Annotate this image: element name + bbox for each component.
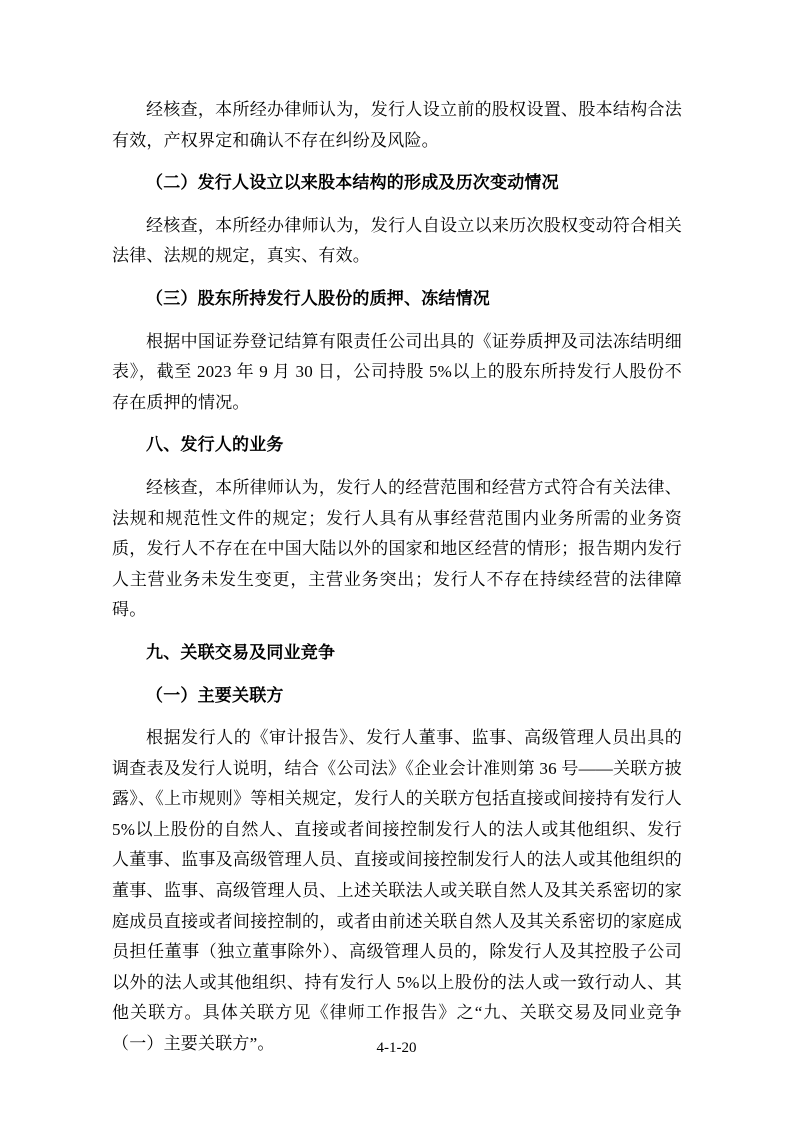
section-heading-issuer-business: 八、发行人的业务 <box>146 435 284 455</box>
paragraph-related-parties-definition: 根据发行人的《审计报告》、发行人董事、监事、高级管理人员出具的调查表及发行人说明，结合《公司法》《企业会计准则第 36 号——关联方披露》、《上市规则》等相关规定，发行人的关联方包括直接或间接持有发行人 5%以上股份的自然人、直接或者间接控制发行人的法人或其他组织、发行人董事、监事及高级管理人员、直接或间接控制发行人的法人或其他组织的董事、监事、高级管理人员、上述关联法人或关联自然人及其关系密切的家庭成员直接或者间接控制的，或者由前述关联自然人及其关系密切的家庭成员担任董事（独立董事除外）、高级管理人员的，除发行人及其控股子公司以外的法人或其他组织、持有发行人 5%以上股份的法人或一致行动人、其他关联方。具体关联方见《律师工作报告》之“九、关联交易及同业竞争（一）主要关联方”。 <box>112 728 682 1054</box>
paragraph-equity-change-verification: 经核查，本所经办律师认为，发行人自设立以来历次股权变动符合相关法律、法规的规定，真实、有效。 <box>112 215 682 266</box>
paragraph-share-structure-verification: 经核查，本所经办律师认为，发行人设立前的股权设置、股本结构合法有效，产权界定和确认不存在纠纷及风险。 <box>112 100 682 150</box>
section-heading-main-related-parties: （一）主要关联方 <box>146 685 284 705</box>
paragraph-pledge-status-statement: 根据中国证券登记结算有限责任公司出具的《证券质押及司法冻结明细表》，截至 2023 年 9 月 30 日，公司持股 5%以上的股东所持发行人股份不存在质押的情况。 <box>112 331 682 412</box>
section-heading-related-transactions: 九、关联交易及同业竞争 <box>146 642 336 662</box>
section-heading-capital-structure-changes: （二）发行人设立以来股本结构的形成及历次变动情况 <box>146 173 559 193</box>
paragraph-business-scope-verification: 经核查，本所律师认为，发行人的经营范围和经营方式符合有关法律、法规和规范性文件的规定；发行人具有从事经营范围内业务所需的业务资质，发行人不存在在中国大陆以外的国家和地区经营的情形；报告期内发行人主营业务未发生变更，主营业务突出；发行人不存在持续经营的法律障碍。 <box>112 477 682 620</box>
page-number: 4-1-20 <box>376 1040 417 1056</box>
section-heading-pledge-freeze-status: （三）股东所持发行人股份的质押、冻结情况 <box>146 288 490 308</box>
